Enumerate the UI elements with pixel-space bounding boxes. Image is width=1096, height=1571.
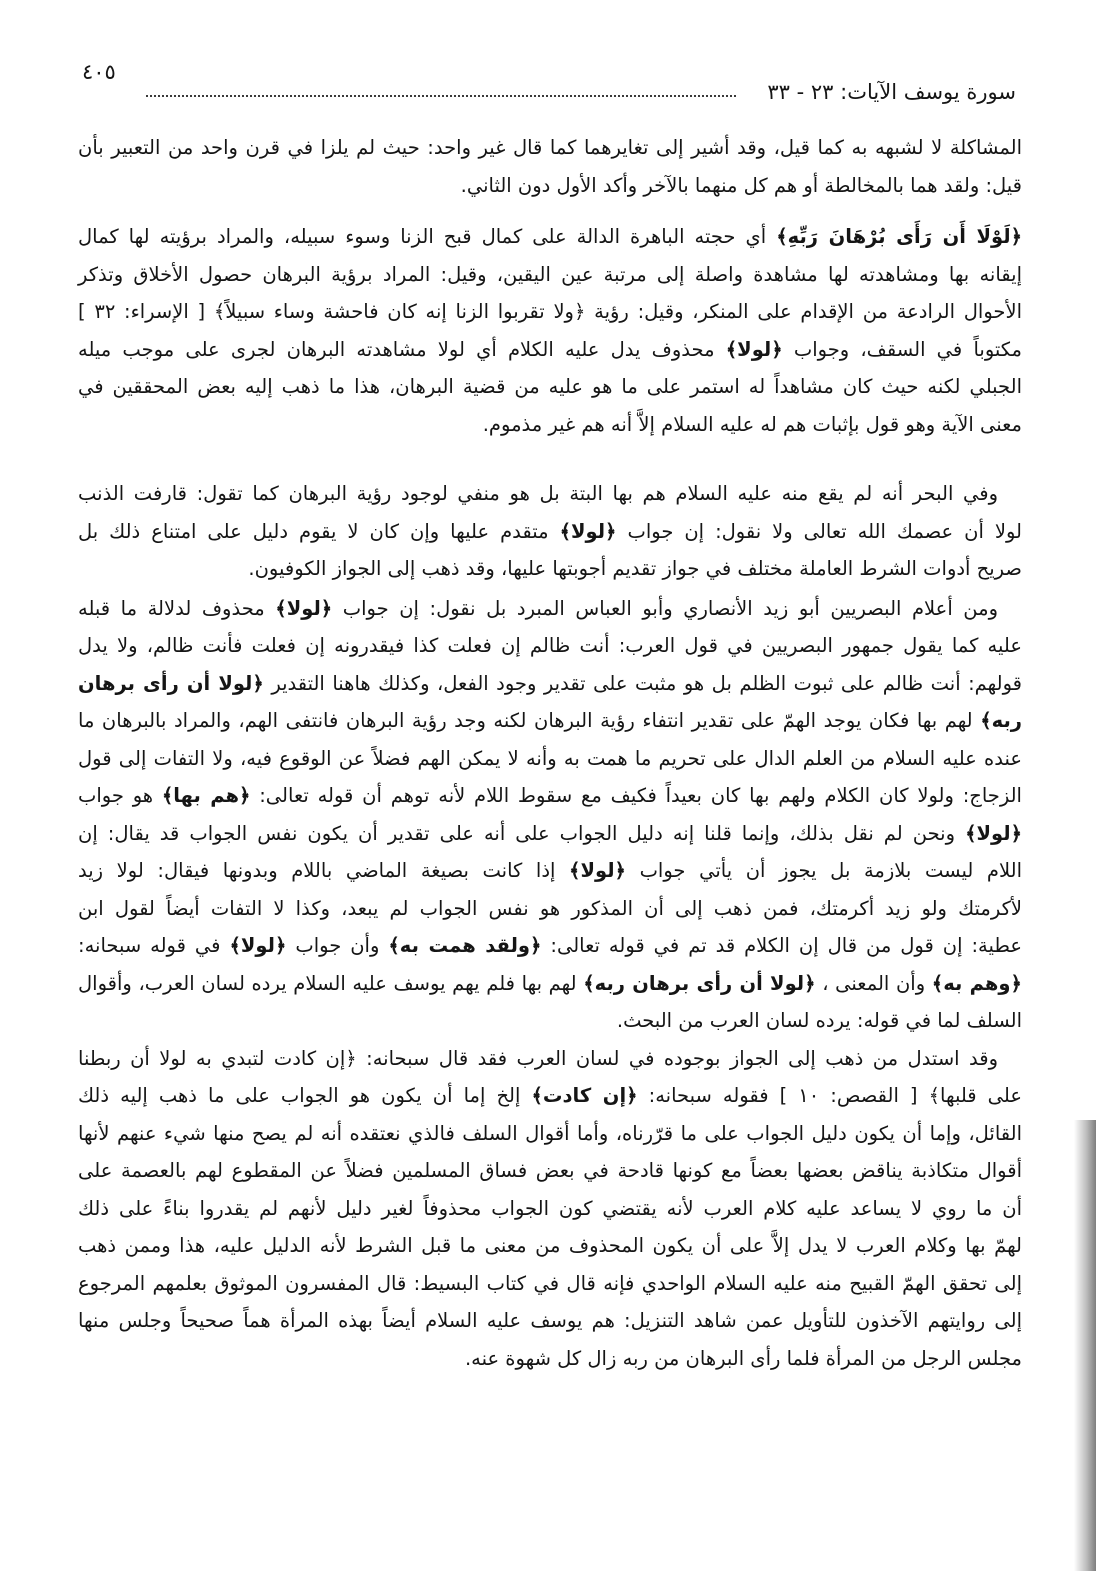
quran-quote: ﴿لولا﴾ [229,934,287,957]
text-line: السلف لما في قوله: يرده لسان العرب من البحث. [616,1009,1022,1032]
quran-quote: ﴿هم بها﴾ [161,784,251,807]
text-line: لهمّ بها وكلام العرب لا يدل إلاَّ على أن يكون المحذوف من معنى ما قبل الشرط لأنه الدليل عليه، هذا وممن ذهب [78,1234,1022,1257]
text-line [78,1077,1022,1115]
quran-quote: ﴿لولا﴾ [559,519,617,543]
quran-quote: ﴿لولا﴾ [965,821,1022,845]
text-segment: هو جواب [78,784,154,807]
text-line: أن ما روي لا يساعد عليه كلام العرب لأنه يقتضي كون الجواب محذوفاً لغير دليل لأنهم لم يقدروا بناءً على ذلك [78,1196,1022,1220]
text-segment: عطية: إن قول من قال إن الكلام قد تم في قوله تعالى: [550,934,1023,957]
text-segment: أي حجته الباهرة الدالة على كمال قبح الزنا وسوء سبيله، والمراد برؤيته لها كمال [78,225,767,248]
text-line: معنى الآية وهو قول بإثبات هم له عليه السلام إلاَّ أنه هم غير مذموم. [482,412,1022,436]
page-edge-shadow [1074,1120,1096,1571]
text-line [78,852,1022,890]
quran-quote: ﴿لولا﴾ [569,859,626,882]
text-line [78,665,1022,703]
text-segment: وأن المعنى ، [822,971,926,995]
text-segment: لهم بها فكان يوجد الهمّ على تقدير انتفاء رؤية البرهان لكنه وجد رؤية البرهان فانتفى الهم، والمراد بالبرهان ما [78,709,973,732]
page-number: ٤٠٥ [82,60,116,84]
text-line: إلى تحقق الهمّ القبيح منه عليه السلام الواحدي فإنه قال في كتاب البسيط: قال المفسرون الموثوق بعلمهم المرجوع [78,1271,1022,1295]
paragraph [78,218,1022,443]
text-segment: إذا كانت بصيغة الماضي باللام وبدونها فيقال: لولا زيد [78,859,556,882]
text-line [78,777,1022,815]
text-line: وقد استدل من ذهب إلى الجواز بوجوده في لسان العرب فقد قال سبحانه: ﴿إن كادت لتبدي به لولا أن ربطنا [78,1046,998,1070]
text-line: المشاكلة لا لشبهه به كما قيل، وقد أشير إلى تغايرهما كما قال غير واحد: حيث لم يلزا في قرن واحد من التعبير بأن [78,136,1022,159]
quran-quote: ﴿وهم به﴾ [931,971,1022,995]
text-line: عليه كما يقول جمهور البصريين في قول العرب: أنت ظالم إن فعلت كذا فيقدرونه إن فعلت فأنت ظالم، ولا يدل [78,634,1022,657]
text-segment: على قلبها﴾ [ القصص: ١٠ ] فقوله سبحانه: [648,1084,1023,1107]
text-segment: الزجاج: ولولا كان الكلام ولهم بها كان بعيداً فكيف مع سقوط اللام لأنه توهم أن قوله تعالى: [259,784,1022,807]
text-line: صريح أدوات الشرط العاملة مختلف في جواز تقديم أجوبتها عليها، وقد ذهب إلى الجواز الكوفيون. [248,557,1022,580]
text-segment: اللام ليست بلازمة بل يجوز أن يأتي جواب [639,859,1022,882]
text-line: إيقانه بها ومشاهدته لها مشاهدة واصلة إلى مرتبة عين اليقين، وقيل: المراد برؤية البرهان حصول الأخلاق وتذكر [78,262,1022,286]
text-line: وفي البحر أنه لم يقع منه عليه السلام هم بها البتة بل هو منفي لوجود رؤية البرهان كما تقول: قارفت الذنب [78,482,998,505]
quran-quote: ﴿لولا﴾ [275,596,333,620]
text-line: الجبلي لكنه حيث كان مشاهداً له استمر على ما هو عليه من قضية البرهان، هذا ما ذهب إليه بعض المحققين في [78,375,1022,398]
text-segment: قولهم: أنت ظالم على ثبوت الظلم بل هو مثبت على تقدير وجود الفعل، وكذلك هاهنا التقدير [271,671,1022,695]
text-line [78,815,1022,853]
paragraph [78,1040,1022,1378]
text-line [78,702,1022,740]
text-segment: لولا أن عصمك الله تعالى ولا نقول: إن جواب [627,519,1022,543]
text-line [78,927,1022,965]
text-line: القائل، وإما أن يكون دليل الجواب على ما قرّرناه، وأما أقوال السلف فالذي نعتقده أنه لم يصح منها شيء عنهم لأنها [78,1121,1022,1145]
text-segment: محذوف لدلالة ما قبله [78,596,265,620]
quran-quote: ﴿لولا أن رأى برهان ربه﴾ [583,971,816,995]
quran-quote: ﴿لَوْلَا أَن رَأَى بُرْهَانَ رَبِّهِ﴾ [776,225,1022,248]
text-segment: في قوله سبحانه: [78,934,221,957]
quran-quote: ﴿إن كادت﴾ [531,1084,638,1107]
text-segment: متقدم عليها وإن كان لا يقوم دليل على امتناع ذلك بل [78,519,549,543]
paragraph [78,129,1022,204]
text-line: الأحوال الرادعة من الإقدام على المنكر، وقيل: رؤية ﴿ولا تقربوا الزنا إنه كان فاحشة وساء سبيلاً﴾ [ الإسراء: ٣٢ ] [78,300,1022,323]
quran-quote: ﴿لولا﴾ [725,337,783,361]
text-line: قيل: ولقد هما بالمخالطة أو هم كل منهما بالآخر وأكد الأول دون الثاني. [460,173,1022,197]
text-line [78,590,1022,628]
text-segment: لهم بها فلم يهم يوسف عليه السلام يرده لسان العرب، وأقوال [78,971,577,995]
text-line [78,218,1022,256]
text-line [78,965,1022,1003]
text-line: مجلس الرجل من المرأة فلما رأى البرهان من ربه زال كل شهوة عنه. [464,1346,1022,1370]
text-line [78,331,1022,369]
paragraph [78,590,1022,1040]
text-line: عنده عليه السلام من العلم الدال على تحريم ما همت به وأنه لا يمكن الهم فضلاً عن الوقوع فيه، ولا التفات إلى قول [78,746,1022,770]
header-dot-leader [146,95,736,97]
quran-quote: ﴿لولا أن رأى برهان [78,671,264,695]
paragraph [78,475,1022,588]
quran-quote: ربه﴾ [980,709,1022,732]
text-line: لأكرمتك ولو زيد أكرمتك، فمن ذهب إلى أن المذكور هو نفس الجواب لم يبعد، وكذا لا التفات أيضاً لقول ابن [78,896,1022,920]
text-body [78,129,1022,1377]
text-segment: مكتوباً في السقف، وجواب [793,337,1022,361]
text-segment: وأن جواب [295,934,380,957]
text-line: أقوال متكاذبة يناقض بعضها بعضاً مع كونها قادحة في بعض فساق المسلمين فضلاً عن المقطوع لهم بالعصمة على [78,1159,1022,1182]
text-segment: ومن أعلام البصريين أبو زيد الأنصاري وأبو العباس المبرد بل نقول: إن جواب [342,596,998,620]
text-segment: محذوف يدل عليه الكلام أي لولا مشاهدته البرهان لجرى على موجب ميله [78,337,715,361]
text-line [78,513,1022,551]
text-line: إلى روايتهم الآخذون للتأويل عمن شاهد التنزيل: هم يوسف عليه السلام أيضاً بهذه المرأة هماً صحيحاً وجلس منها [78,1309,1022,1332]
text-segment: إلخ إما أن يكون هو الجواب على ما ذهب إليه ذلك [78,1084,521,1107]
text-segment: ونحن لم نقل بذلك، وإنما قلنا إنه دليل الجواب على أنه على تقدير أن يكون نفس الجواب قد يقال: إن [78,821,956,845]
quran-quote: ﴿ولقد همت به﴾ [388,934,542,957]
running-header-title: سورة يوسف الآيات: ٢٣ - ٣٣ [767,80,1016,104]
